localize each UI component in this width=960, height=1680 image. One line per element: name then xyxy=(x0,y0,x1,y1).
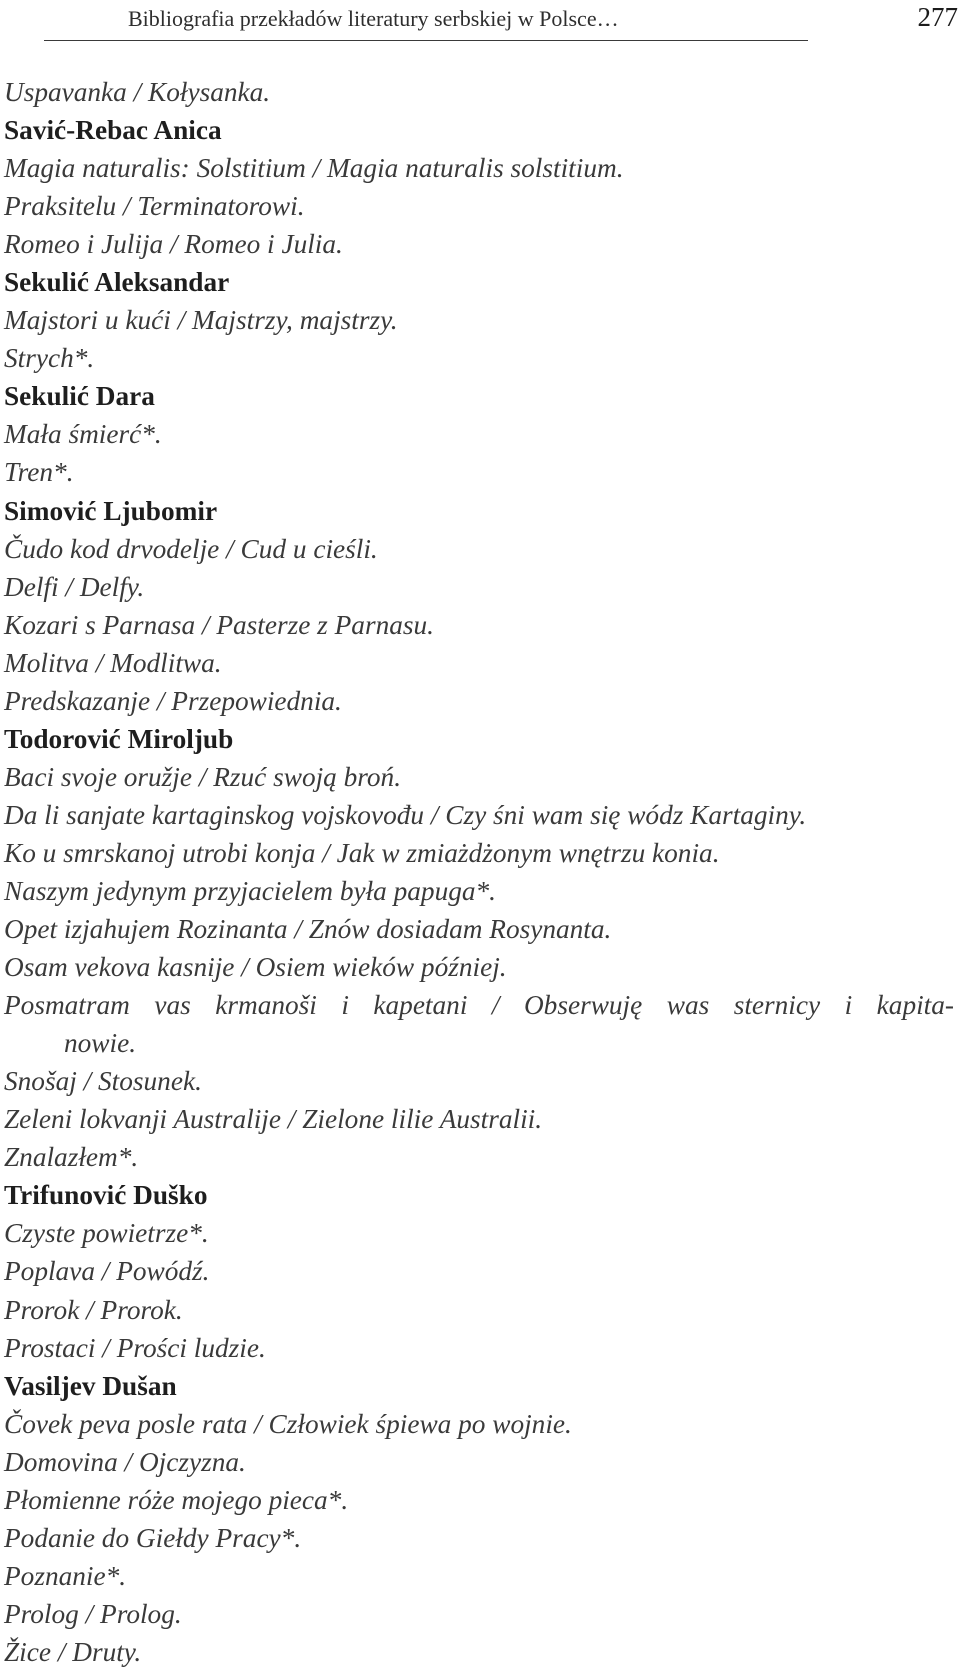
title-entry: Strych*. xyxy=(4,343,95,374)
running-title: Bibliografia przekładów literatury serbskiej w Polsce… xyxy=(128,6,619,31)
title-entry: Poznanie*. xyxy=(4,1560,127,1591)
author-heading: Savić-Rebac Anica xyxy=(4,115,222,146)
page-number: 277 xyxy=(917,2,958,32)
title-entry: Prolog / Prolog. xyxy=(4,1598,182,1629)
title-entry: Czyste powietrze*. xyxy=(4,1218,209,1249)
bibliography-list xyxy=(4,73,954,1671)
title-entry: Tren*. xyxy=(4,457,74,488)
author-heading: Todorović Miroljub xyxy=(4,723,234,754)
title-entry: Žice / Druty. xyxy=(4,1636,142,1667)
title-entry: Romeo i Julija / Romeo i Julia. xyxy=(4,229,343,260)
title-entry: Kozari s Parnasa / Pasterze z Parnasu. xyxy=(4,609,434,640)
title-entry: Praksitelu / Terminatorowi. xyxy=(4,191,305,222)
title-entry-continuation: nowie. xyxy=(64,1028,137,1059)
title-entry: Prostaci / Prości ludzie. xyxy=(4,1332,266,1363)
title-entry: Čudo kod drvodelje / Cud u cieśli. xyxy=(4,533,378,564)
title-entry: Znalazłem*. xyxy=(4,1142,139,1173)
title-entry: Uspavanka / Kołysanka. xyxy=(4,77,271,107)
title-entry: Zeleni lokvanji Australije / Zielone lilie Australii. xyxy=(4,1104,543,1135)
title-entry: Naszym jedynym przyjacielem była papuga*. xyxy=(4,875,496,906)
title-entry: Da li sanjate kartaginskog vojskovođu / Czy śni wam się wódz Kartaginy. xyxy=(4,799,807,830)
header-rule xyxy=(44,40,808,41)
title-entry: Osam vekova kasnije / Osiem wieków później. xyxy=(4,952,507,983)
title-entry: Čovek peva posle rata / Człowiek śpiewa po wojnie. xyxy=(4,1408,572,1439)
title-entry: Płomienne róże mojego pieca*. xyxy=(4,1484,349,1515)
author-heading: Trifunović Duško xyxy=(4,1180,208,1211)
title-entry: Predskazanje / Przepowiednia. xyxy=(4,685,342,716)
title-entry: Molitva / Modlitwa. xyxy=(4,647,222,678)
author-heading: Sekulić Aleksandar xyxy=(4,267,230,298)
author-heading: Sekulić Dara xyxy=(4,381,155,412)
title-entry: Poplava / Powódź. xyxy=(4,1256,210,1287)
title-entry: Majstori u kući / Majstrzy, majstrzy. xyxy=(4,305,398,336)
author-heading: Simović Ljubomir xyxy=(4,495,218,526)
title-entry: Prorok / Prorok. xyxy=(4,1294,183,1325)
title-entry: Mała śmierć*. xyxy=(4,419,162,450)
title-entry: Baci svoje oružje / Rzuć swoją broń. xyxy=(4,761,402,792)
title-entry: Posmatram vas krmanoši i kapetani / Obserwuję was sternicy i kapita- xyxy=(4,990,954,1021)
page-header xyxy=(0,0,960,44)
title-entry: Snošaj / Stosunek. xyxy=(4,1066,202,1097)
title-entry: Domovina / Ojczyzna. xyxy=(4,1446,246,1477)
title-entry: Magia naturalis: Solstitium / Magia naturalis solstitium. xyxy=(4,153,624,184)
title-entry: Delfi / Delfy. xyxy=(4,571,145,602)
title-entry: Ko u smrskanoj utrobi konja / Jak w zmiażdżonym wnętrzu konia. xyxy=(4,837,720,868)
title-entry: Podanie do Giełdy Pracy*. xyxy=(4,1522,302,1553)
author-heading: Vasiljev Dušan xyxy=(4,1370,177,1401)
title-entry: Opet izjahujem Rozinanta / Znów dosiadam Rosynanta. xyxy=(4,914,612,945)
